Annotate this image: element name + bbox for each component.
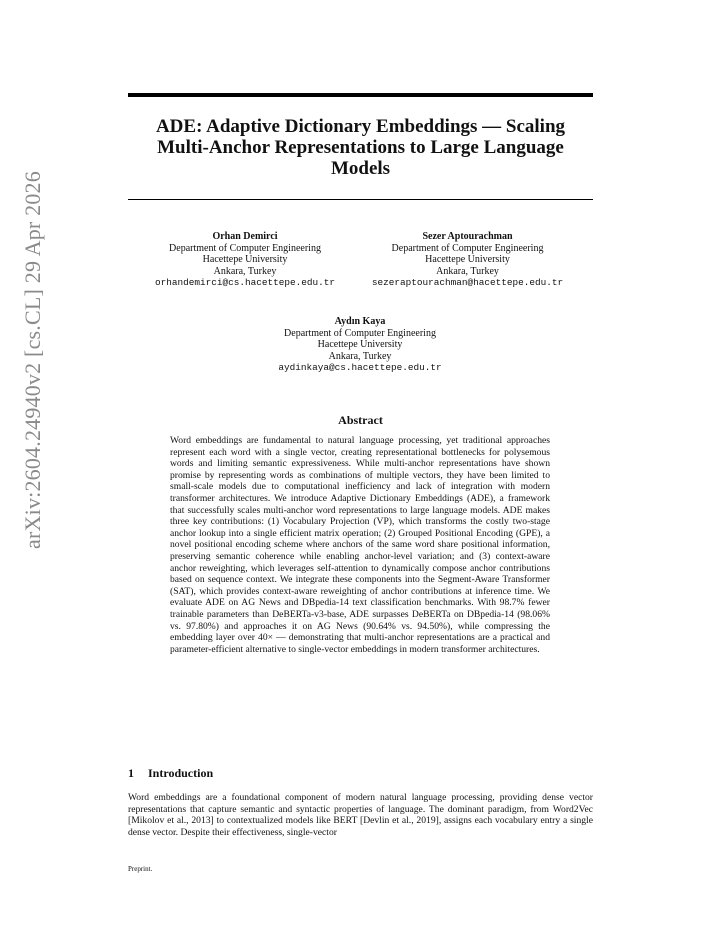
author-department: Department of Computer Engineering [391, 242, 544, 254]
abstract-text: Word embeddings are fundamental to natural language processing, yet traditional approaches represent each word with a single vector, creating representational bottlenecks for polysemous words and limiting semantic expressiveness. While multi-anchor representations have shown promise by representing words as combinations of multiple vectors, they have been limited to small-scale models due to computational inefficiency and lack of integration with modern transformer architectures. We introduce Adaptive Dictionary Embeddings (ADE), a framework that successfully scales multi-anchor word representations to large language models. ADE makes three key contributions: (1) Vocabulary Projection (VP), which transforms the costly two-stage anchor lookup into a single efficient matrix operation; (2) Grouped Positional Encoding (GPE), a novel positional encoding scheme where anchors of the same word share positional information, preserving semantic coherence while enabling anchor-level variation; and (3) context-aware anchor reweighting, which leverages self-attention to dynamically compose anchor contributions based on sequence context. We integrate these components into the Segment-Aware Transformer (SAT), which provides context-aware reweighting of anchor contributions at inference time. We evaluate ADE on AG News and DBpedia-14 text classification benchmarks. With 98.7% fewer trainable parameters than DeBERTa-v3-base, ADE surpasses DeBERTa on DBpedia-14 (98.06% vs. 97.80%) and approaches it on AG News (90.64% vs. 94.50%), while compressing the embedding layer over 40× — demonstrating that multi-anchor representations are a practical and parameter-efficient alternative to single-vector embeddings in modern transformer architectures. [170, 435, 550, 655]
author-name: Sezer Aptourachman [422, 231, 513, 242]
section-title: Introduction [148, 766, 214, 780]
author-department: Department of Computer Engineering [284, 327, 436, 339]
preprint-footer: Preprint. [128, 865, 153, 873]
author-university: Hacettepe University [317, 339, 403, 351]
title-top-rule [128, 93, 593, 97]
author-location: Ankara, Turkey [213, 265, 277, 277]
author-name: Aydın Kaya [334, 316, 386, 327]
author-block [250, 316, 470, 374]
author-location: Ankara, Turkey [436, 265, 499, 277]
author-name: Orhan Demirci [212, 231, 278, 242]
author-block [140, 231, 350, 289]
title-bottom-rule [128, 199, 593, 200]
author-block [350, 231, 585, 289]
section-number: 1 [128, 766, 134, 780]
author-university: Hacettepe University [425, 254, 510, 266]
author-email[interactable]: orhandemirci@cs.hacettepe.edu.tr [154, 277, 336, 289]
paper-title: ADE: Adaptive Dictionary Embeddings — Scaling Multi-Anchor Representations to Large Language Models [155, 116, 566, 179]
author-location: Ankara, Turkey [328, 350, 392, 362]
author-email[interactable]: aydinkaya@cs.hacettepe.edu.tr [278, 362, 442, 374]
author-department: Department of Computer Engineering [169, 242, 321, 254]
section-heading [128, 766, 593, 780]
abstract-heading: Abstract [338, 413, 383, 427]
author-email[interactable]: sezeraptourachman@hacettepe.edu.tr [371, 277, 564, 289]
section-body-text: Word embeddings are a foundational component of modern natural language processing, providing dense vector representations that capture semantic and syntactic properties of language. The dominant paradigm, from Word2Vec [Mikolov et al., 2013] to contextualized models like BERT [Devlin et al., 2019], assigns each vocabulary entry a single dense vector. Despite their effectiveness, single-vector [128, 792, 593, 838]
arxiv-side-stamp: arXiv:2604.24940v2 [cs.CL] 29 Apr 2026 [20, 171, 45, 549]
author-university: Hacettepe University [202, 254, 288, 266]
